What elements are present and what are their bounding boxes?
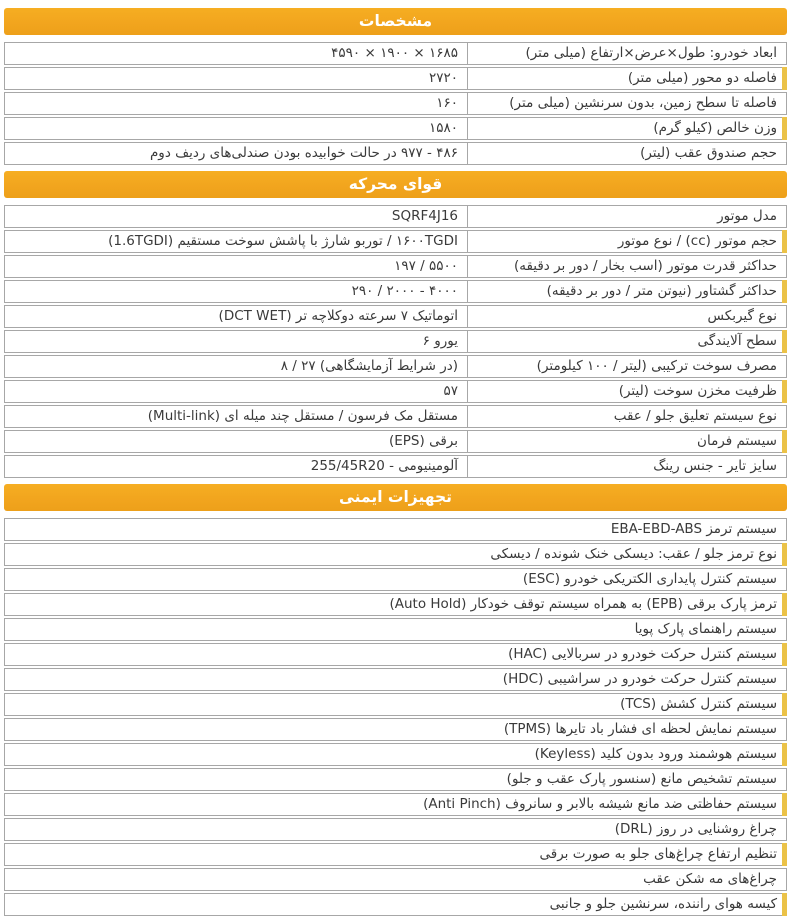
table-row — [4, 42, 787, 65]
safety-item: سیستم کنترل کشش (TCS) — [620, 696, 777, 712]
table-row — [4, 330, 787, 353]
table-row — [4, 743, 787, 766]
table-row — [4, 67, 787, 90]
table-row — [4, 205, 787, 228]
spec-value: ۱۶۰۰TGDI / توربو شارژ با پاشش سوخت مستقیم (1.6TGDI) — [108, 233, 458, 249]
table-row — [4, 305, 787, 328]
spec-value: (در شرایط آزمایشگاهی) ۲۷ / ۸ — [280, 358, 458, 374]
table-row — [4, 593, 787, 616]
spec-label: حداکثر گشتاور (نیوتن متر / دور بر دقیقه) — [467, 281, 786, 302]
spec-label: سطح آلایندگی — [467, 331, 786, 352]
table-row — [4, 380, 787, 403]
safety-item: سیستم کنترل حرکت خودرو در سراشیبی (HDC) — [502, 671, 777, 687]
table-row — [4, 818, 787, 841]
spec-value: ۴۸۶ - ۹۷۷ در حالت خوابیده بودن صندلی‌های ردیف دوم — [149, 145, 458, 161]
spec-label: ظرفیت مخزن سوخت (لیتر) — [467, 381, 786, 402]
section-header-specifications — [4, 8, 787, 35]
spec-value: ۵۷ — [443, 383, 458, 399]
spec-label: سایز تایر - جنس رینگ — [467, 456, 786, 477]
safety-item: چراغ‌های مه شکن عقب — [643, 871, 777, 887]
section-title: قوای محرکه — [348, 175, 443, 193]
safety-item: چراغ روشنایی در روز (DRL) — [614, 821, 777, 837]
spec-value: یورو ۶ — [422, 333, 458, 349]
spec-label: حداکثر قدرت موتور (اسب بخار / دور بر دقیقه) — [467, 256, 786, 277]
spec-value: ۴۰۰۰ - ۲۰۰۰ / ۲۹۰ — [351, 283, 458, 299]
safety-item: سیستم ترمز EBA-EBD-ABS — [610, 521, 777, 537]
table-row — [4, 768, 787, 791]
safety-item: نوع ترمز جلو / عقب: دیسکی خنک شونده / دیسکی — [490, 546, 777, 562]
table-row — [4, 868, 787, 891]
spec-label: نوع گیربکس — [467, 306, 786, 327]
table-row — [4, 255, 787, 278]
spec-value: مستقل مک فرسون / مستقل چند میله ای (Multi-link) — [147, 408, 458, 424]
safety-item: سیستم نمایش لحظه ای فشار باد تایرها (TPMS) — [503, 721, 777, 737]
spec-label: حجم صندوق عقب (لیتر) — [467, 143, 786, 164]
spec-label: مصرف سوخت ترکیبی (لیتر / ۱۰۰ کیلومتر) — [467, 356, 786, 377]
safety-item: ترمز پارک برقی (EPB) به همراه سیستم توقف خودکار (Auto Hold) — [389, 596, 777, 612]
spec-value: آلومینیومی - 255/45R20 — [310, 458, 458, 474]
table-row — [4, 355, 787, 378]
table-row — [4, 568, 787, 591]
spec-label: وزن خالص (کیلو گرم) — [467, 118, 786, 139]
section-title: مشخصات — [358, 12, 433, 30]
safety-item: سیستم حفاظتی ضد مانع شیشه بالابر و سانروف (Anti Pinch) — [423, 796, 777, 812]
spec-label: حجم موتور (cc) / نوع موتور — [467, 231, 786, 252]
table-row — [4, 543, 787, 566]
spec-value: SQRF4J16 — [391, 208, 458, 224]
section-header-safety — [4, 484, 787, 511]
spec-value: اتوماتیک ۷ سرعته دوکلاچه تر (DCT WET) — [218, 308, 458, 324]
spec-label: ابعاد خودرو: طول×عرض×ارتفاع (میلی متر) — [467, 43, 786, 64]
spec-label: سیستم فرمان — [467, 431, 786, 452]
table-row — [4, 280, 787, 303]
specifications-table — [4, 42, 787, 165]
safety-item: سیستم راهنمای پارک پویا — [634, 621, 777, 637]
table-row — [4, 518, 787, 541]
spec-value: ۱۶۸۵ × ۱۹۰۰ × ۴۵۹۰ — [331, 45, 458, 61]
spec-value: ۱۵۸۰ — [428, 120, 458, 136]
table-row — [4, 893, 787, 916]
table-row — [4, 793, 787, 816]
spec-value: ۵۵۰۰ / ۱۹۷ — [394, 258, 458, 274]
safety-item: تنظیم ارتفاع چراغ‌های جلو به صورت برقی — [539, 846, 777, 862]
table-row — [4, 92, 787, 115]
table-row — [4, 405, 787, 428]
spec-label: فاصله دو محور (میلی متر) — [467, 68, 786, 89]
table-row — [4, 142, 787, 165]
table-row — [4, 117, 787, 140]
table-row — [4, 718, 787, 741]
safety-item: سیستم کنترل حرکت خودرو در سربالایی (HAC) — [508, 646, 777, 662]
spec-label: فاصله تا سطح زمین، بدون سرنشین (میلی متر) — [467, 93, 786, 114]
spec-value: ۲۷۲۰ — [428, 70, 458, 86]
table-row — [4, 843, 787, 866]
section-title: تجهیزات ایمنی — [338, 488, 452, 506]
spec-value: برقی (EPS) — [388, 433, 458, 449]
spec-label: مدل موتور — [467, 206, 786, 227]
safety-item: سیستم کنترل پایداری الکتریکی خودرو (ESC) — [522, 571, 777, 587]
table-row — [4, 430, 787, 453]
table-row — [4, 693, 787, 716]
safety-item: کیسه هوای راننده، سرنشین جلو و جانبی — [549, 896, 777, 912]
safety-item: سیستم تشخیص مانع (سنسور پارک عقب و جلو) — [506, 771, 777, 787]
table-row — [4, 643, 787, 666]
powertrain-table — [4, 205, 787, 478]
table-row — [4, 618, 787, 641]
safety-table — [4, 518, 787, 916]
spec-value: ۱۶۰ — [436, 95, 458, 111]
spec-label: نوع سیستم تعلیق جلو / عقب — [467, 406, 786, 427]
section-header-powertrain — [4, 171, 787, 198]
safety-item: سیستم هوشمند ورود بدون کلید (Keyless) — [534, 746, 777, 762]
table-row — [4, 230, 787, 253]
table-row — [4, 455, 787, 478]
table-row — [4, 668, 787, 691]
